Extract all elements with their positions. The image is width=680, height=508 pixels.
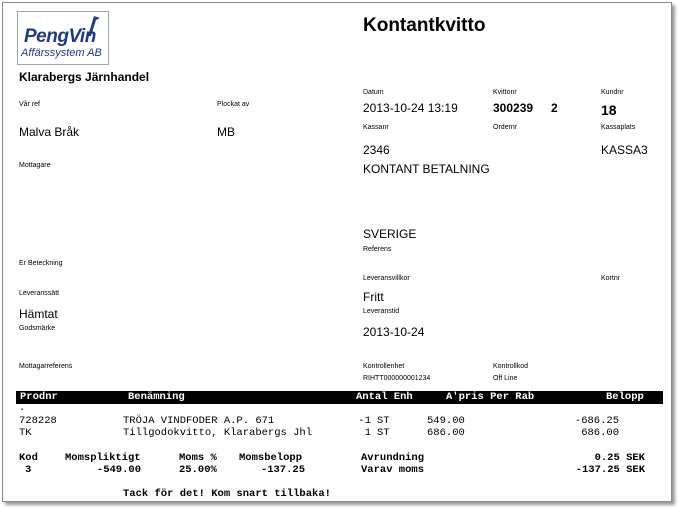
payment-method: KONTANT BETALNING (363, 162, 490, 176)
header-prodnr: Prodnr (20, 391, 58, 403)
leveranssatt-label: Leveranssätt (19, 290, 60, 297)
var-ref-value: Malva Bråk (19, 125, 80, 139)
row-belopp: -686.25 (574, 415, 619, 427)
kassanr-value: 2346 (363, 143, 390, 157)
datum-value: 2013-10-24 13:19 (363, 101, 458, 115)
company-name: Klarabergs Järnhandel (19, 70, 150, 84)
row-prodnr: 728228 (19, 415, 57, 427)
cut-off-text (121, 501, 261, 502)
row-benamning: TRÖJA VINDFODER A.P. 671 (123, 415, 275, 427)
row-belopp: 686.00 (581, 427, 619, 439)
company-logo (17, 11, 109, 65)
footer-thanks: Tack för det! Kom snart tillbaka! (123, 488, 331, 500)
avrundning-label: Avrundning (361, 452, 425, 464)
kvittonr-value: 300239 (493, 101, 534, 115)
kassaplats-value: KASSA3 (601, 143, 648, 157)
kontrollenhet-value: RIHTT000000001234 (363, 375, 431, 382)
vat-momspliktigt: -549.00 (96, 464, 141, 476)
kassaplats-label: Kassaplats (601, 124, 636, 131)
leveranssatt-value: Hämtat (19, 307, 58, 321)
kontrollkod-value: Off Line (493, 375, 518, 382)
vat-header-kod: Kod (19, 452, 38, 464)
kvittonr-label: Kvittonr (493, 89, 517, 96)
row-apris: 549.00 (427, 415, 465, 427)
kundnr-label: Kundnr (601, 89, 624, 96)
vat-header-momspliktigt: Momspliktigt (65, 452, 141, 464)
kundnr-value: 18 (601, 102, 617, 118)
kortnr-label: Kortnr (601, 275, 621, 282)
plockat-av-value: MB (217, 125, 235, 139)
row-enh: ST (377, 427, 390, 439)
varav-moms-label: Varav moms (361, 464, 425, 476)
vat-header-moms: Moms % (179, 452, 217, 464)
var-ref-label: Vår ref (19, 101, 41, 108)
row-antal: -1 (358, 415, 371, 427)
leveransvillkor-label: Leveransvillkor (363, 275, 410, 282)
table-dot: . (19, 402, 26, 414)
plockat-av-label: Plockat av (217, 101, 250, 108)
datum-label: Datum (363, 89, 384, 96)
page-title: Kontantkvitto (363, 15, 486, 36)
row-benamning: Tillgodokvitto, Klarabergs Jhl (123, 427, 313, 439)
country: SVERIGE (363, 227, 417, 241)
logo-sub-text: Affärssystem AB (21, 47, 102, 59)
ordernr-label: Ordernr (493, 124, 518, 131)
vat-kod: 3 (25, 464, 32, 476)
leveranstid-label: Leveranstid (363, 308, 400, 315)
row-antal: 1 (364, 427, 371, 439)
er-beteckning-label: Er Beteckning (19, 260, 63, 267)
godsmarke-label: Godsmärke (19, 325, 56, 332)
varav-moms-value: -137.25 SEK (575, 464, 645, 476)
kvitto-suffix: 2 (551, 101, 558, 115)
row-prodnr: TK (19, 427, 32, 439)
vat-moms-percent: 25.00% (179, 464, 217, 476)
mottagare-label: Mottagare (19, 162, 51, 169)
header-apris-per-rab: A'pris Per Rab (446, 391, 535, 403)
kontrollkod-label: Kontrollkod (493, 363, 529, 370)
vat-header-momsbelopp: Momsbelopp (239, 452, 303, 464)
avrundning-value: 0.25 SEK (594, 452, 645, 464)
kontrollenhet-label: Kontrollenhet (363, 363, 405, 370)
header-belopp: Belopp (606, 391, 644, 403)
leveranstid-value: 2013-10-24 (363, 325, 425, 339)
kassanr-label: Kassanr (363, 124, 389, 131)
mottagarreferens-label: Mottagarreferens (19, 363, 73, 370)
receipt-page (2, 2, 672, 502)
row-apris: 686.00 (427, 427, 465, 439)
header-benamning: Benämning (128, 391, 185, 403)
leveransvillkor-value: Fritt (363, 290, 384, 304)
referens-label: Referens (363, 246, 392, 253)
row-enh: ST (377, 415, 390, 427)
items-table-header (16, 391, 663, 404)
vat-momsbelopp: -137.25 (260, 464, 305, 476)
logo-main-text: PengVin (24, 26, 96, 47)
header-antal-enh: Antal Enh (356, 391, 413, 403)
